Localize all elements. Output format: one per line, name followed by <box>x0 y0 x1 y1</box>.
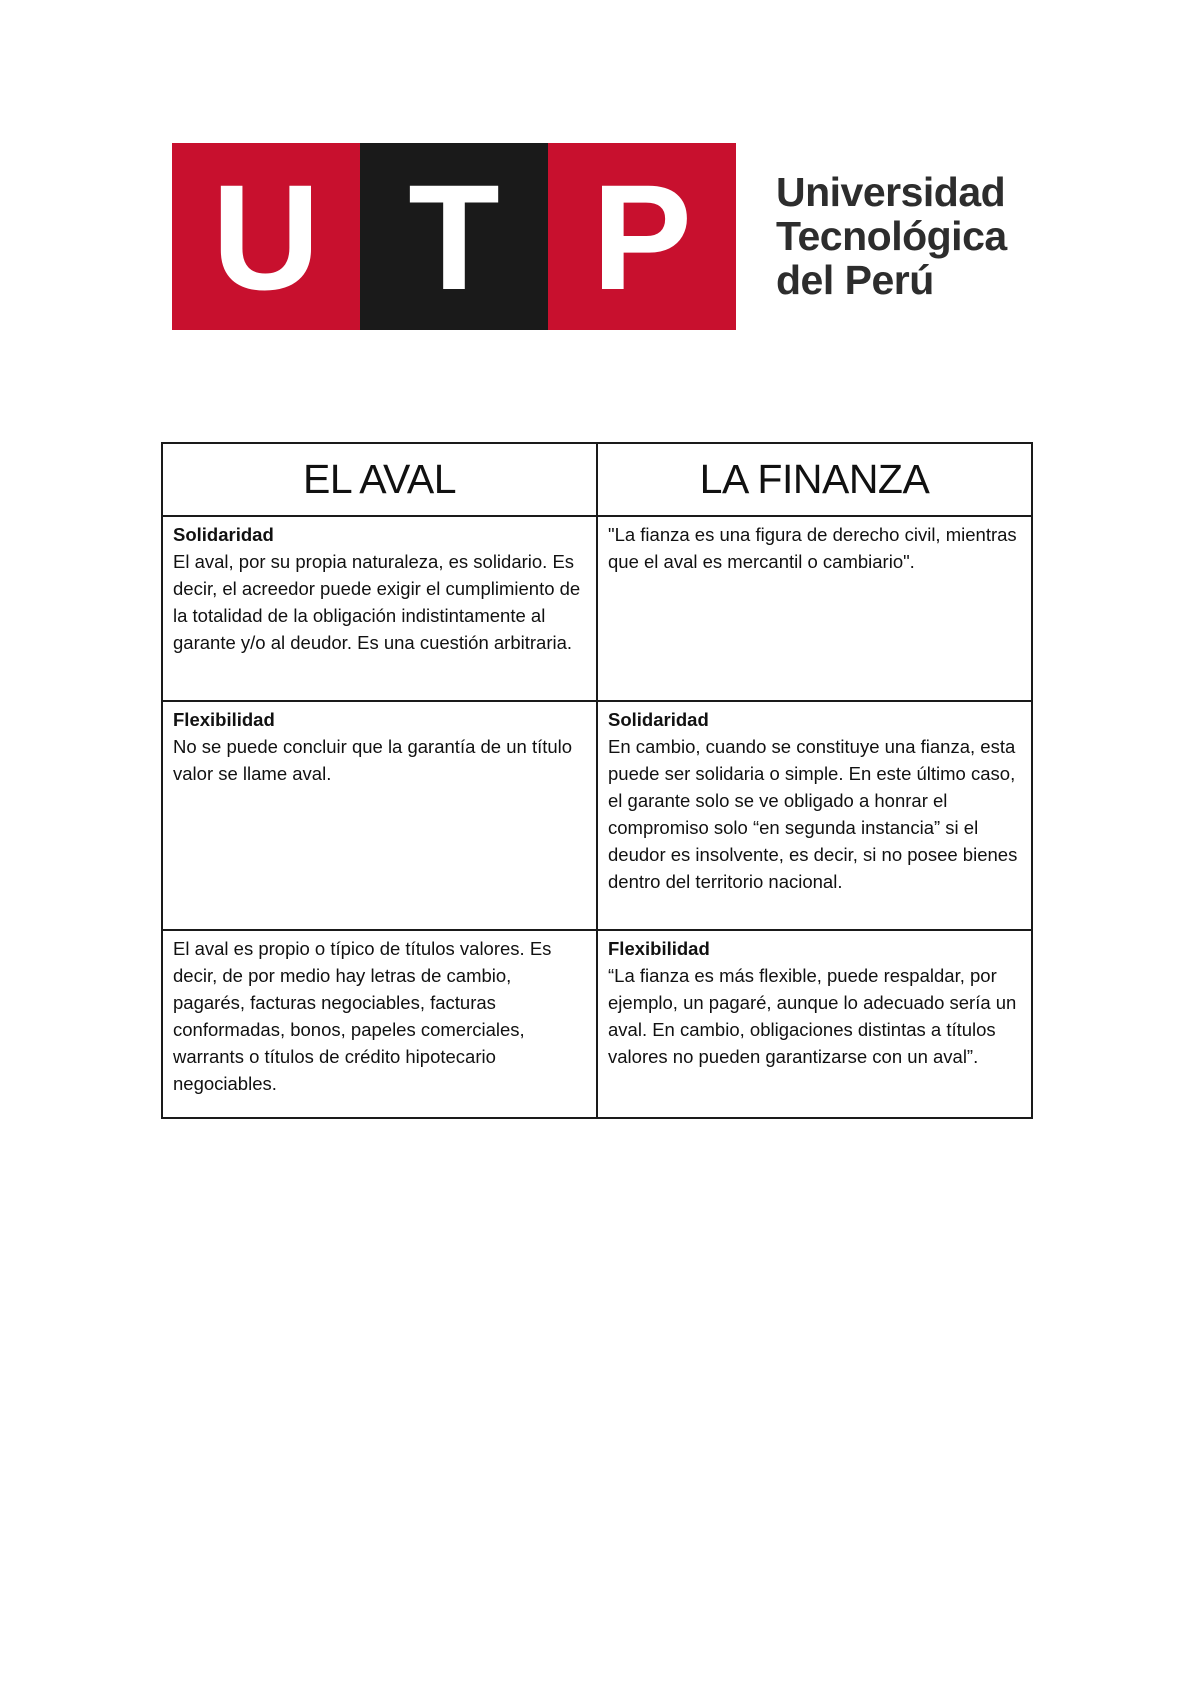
cell-text: No se puede concluir que la garantía de un título valor se llame aval. <box>173 736 573 784</box>
cell-text: El aval es propio o típico de títulos valores. Es decir, de por medio hay letras de cambio, pagarés, facturas negociables, facturas conformadas, bonos, papeles comerciales, warrants o títulos de crédito hipotecario negociables. <box>173 938 552 1094</box>
logo-letter-blocks <box>172 143 736 330</box>
logo-letter-t: T <box>360 143 548 330</box>
table-cell <box>597 516 1032 701</box>
university-name-line-1: Universidad <box>776 169 1006 215</box>
logo-letter-p: P <box>548 143 736 330</box>
cell-title: Flexibilidad <box>608 938 710 959</box>
cell-title: Solidaridad <box>608 709 709 730</box>
cell-text: En cambio, cuando se constituye una fianza, esta puede ser solidaria o simple. En este último caso, el garante solo se ve obligado a honrar el compromiso solo “en segunda instancia” si el deudor es insolvente, es decir, si no posee bienes dentro del territorio nacional. <box>608 736 1018 892</box>
utp-logo <box>172 143 1038 330</box>
table-cell <box>597 930 1032 1118</box>
table-cell <box>162 930 597 1118</box>
logo-letter-u: U <box>172 143 360 330</box>
table-cell <box>597 701 1032 930</box>
header-la-finanza: LA FINANZA <box>597 443 1032 516</box>
table-cell <box>162 516 597 701</box>
table-row <box>162 516 1032 701</box>
cell-text: El aval, por su propia naturaleza, es solidario. Es decir, el acreedor puede exigir el cumplimiento de la totalidad de la obligación indistintamente al garante y/o al deudor. Es una cuestión arbitraria. <box>173 551 581 653</box>
table-row <box>162 701 1032 930</box>
table-header-row <box>162 443 1032 516</box>
cell-title: Flexibilidad <box>173 709 275 730</box>
university-name-line-2: Tecnológica <box>776 213 1007 259</box>
university-name-line-3: del Perú <box>776 257 934 303</box>
cell-title: Solidaridad <box>173 524 274 545</box>
cell-text: “La fianza es más flexible, puede respaldar, por ejemplo, un pagaré, aunque lo adecuado sería un aval. En cambio, obligaciones distintas a títulos valores no pueden garantizarse con un aval”. <box>608 965 1017 1067</box>
table-row <box>162 930 1032 1118</box>
comparison-table <box>161 442 1033 1119</box>
university-name <box>776 170 1007 302</box>
table-cell <box>162 701 597 930</box>
header-el-aval: EL AVAL <box>162 443 597 516</box>
cell-text: "La fianza es una figura de derecho civil, mientras que el aval es mercantil o cambiario". <box>608 524 1017 572</box>
